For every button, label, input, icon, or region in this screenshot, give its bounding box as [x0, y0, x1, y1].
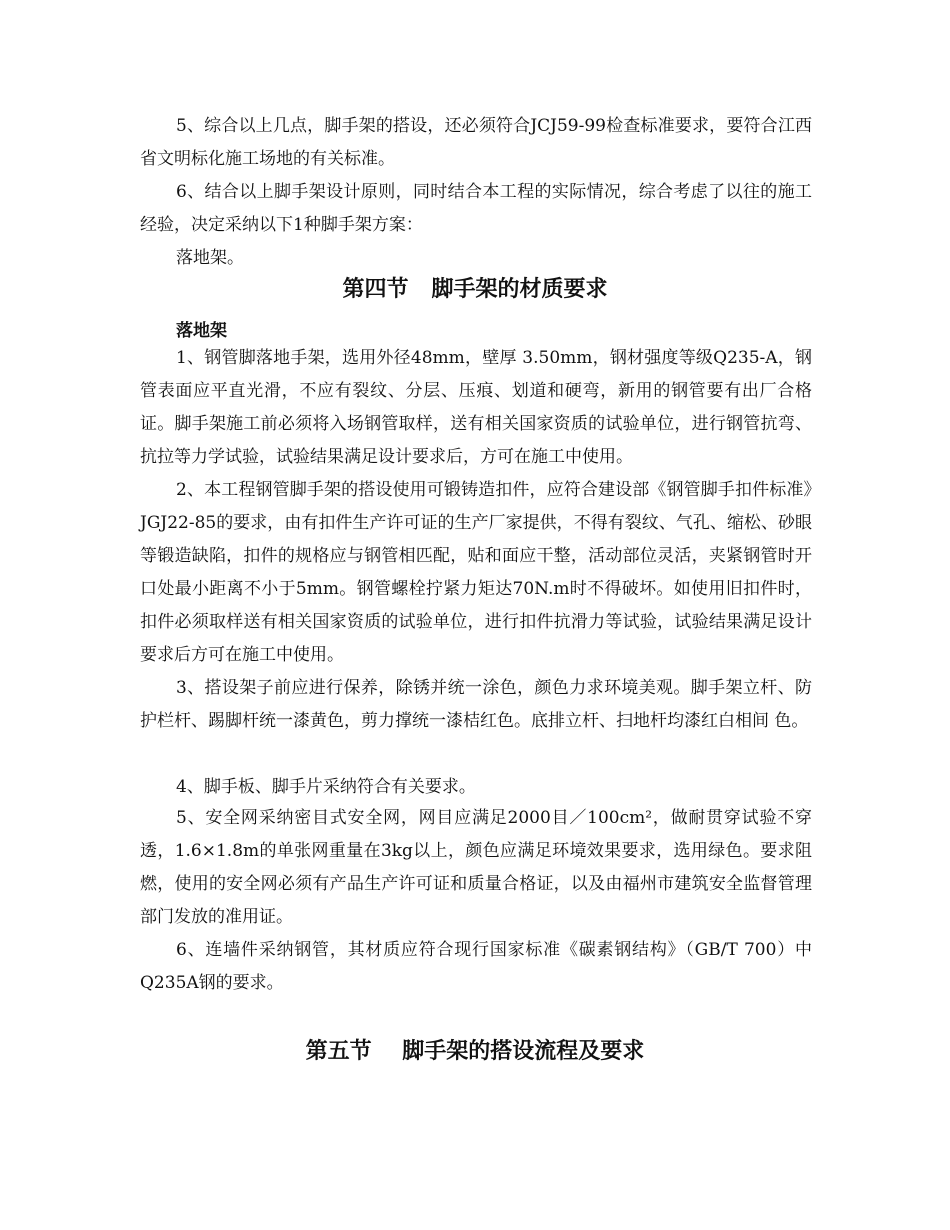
paragraph-wall-ties: 6、连墙件采纳钢管，其材质应符合现行国家标准《碳素钢结构》（GB/T 700）中Q235A钢的要求。: [140, 940, 812, 993]
paragraph-boards: 4、脚手板、脚手片采纳符合有关要求。: [176, 777, 476, 797]
paragraph-safety-net: 5、安全网采纳密目式安全网，网目应满足2000目／100cm²，做耐贯穿试验不穿透，1.6×1.8m的单张网重量在3kg以上，颜色应满足环境效果要求，选用绿色。要求阻燃，使用的安全网必须有产品生产许可证和质量合格证，以及由福州市建筑安全监督管理部门发放的准用证。: [140, 808, 812, 927]
paragraph-painting: 3、搭设架子前应进行保养，除锈并统一涂色，颜色力求环境美观。脚手架立杆、防护栏杆、踢脚杆统一漆黄色，剪力撑统一漆桔红色。底排立杆、扫地杆均漆红白相间 色。: [140, 678, 812, 731]
paragraph-scaffold-scheme: 6、结合以上脚手架设计原则，同时结合本工程的实际情况，综合考虑了以往的施工经验，决定采纳以下1种脚手架方案：: [140, 182, 812, 235]
paragraph-fasteners: 2、本工程钢管脚手架的搭设使用可锻铸造扣件，应符合建设部《钢管脚手扣件标准》JGJ22-85的要求，由有扣件生产许可证的生产厂家提供，不得有裂纹、气孔、缩松、砂眼等锻造缺陷，扣件的规格应与钢管相匹配，贴和面应干整，活动部位灵活，夹紧钢管时开口处最小距离不小于5mm。钢管螺栓拧紧力矩达70N.m时不得破坏。如使用旧扣件时，扣件必须取样送有相关国家资质的试验单位，进行扣件抗滑力等试验，试验结果满足设计要求后方可在施工中使用。: [140, 480, 812, 665]
section-4-subtitle: 落地架: [176, 321, 227, 341]
paragraph-compliance-standard: 5、综合以上几点，脚手架的搭设，还必须符合JCJ59-99检查标准要求，要符合江西省文明标化施工场地的有关标准。: [140, 116, 812, 169]
paragraph-floor-scaffold: 落地架。: [176, 248, 244, 268]
section-4-title: 第四节 脚手架的材质要求: [342, 276, 608, 302]
section-5-title: 第五节 脚手架的搭设流程及要求: [305, 1038, 645, 1064]
paragraph-steel-pipe: 1、钢管脚落地手架，选用外径48mm，壁厚 3.50mm，钢材强度等级Q235-A，钢管表面应平直光滑，不应有裂纹、分层、压痕、划道和硬弯，新用的钢管要有出厂合格证。脚手架施工前必须将入场钢管取样，送有相关国家资质的试验单位，进行钢管抗弯、抗拉等力学试验，试验结果满足设计要求后，方可在施工中使用。: [140, 348, 812, 467]
